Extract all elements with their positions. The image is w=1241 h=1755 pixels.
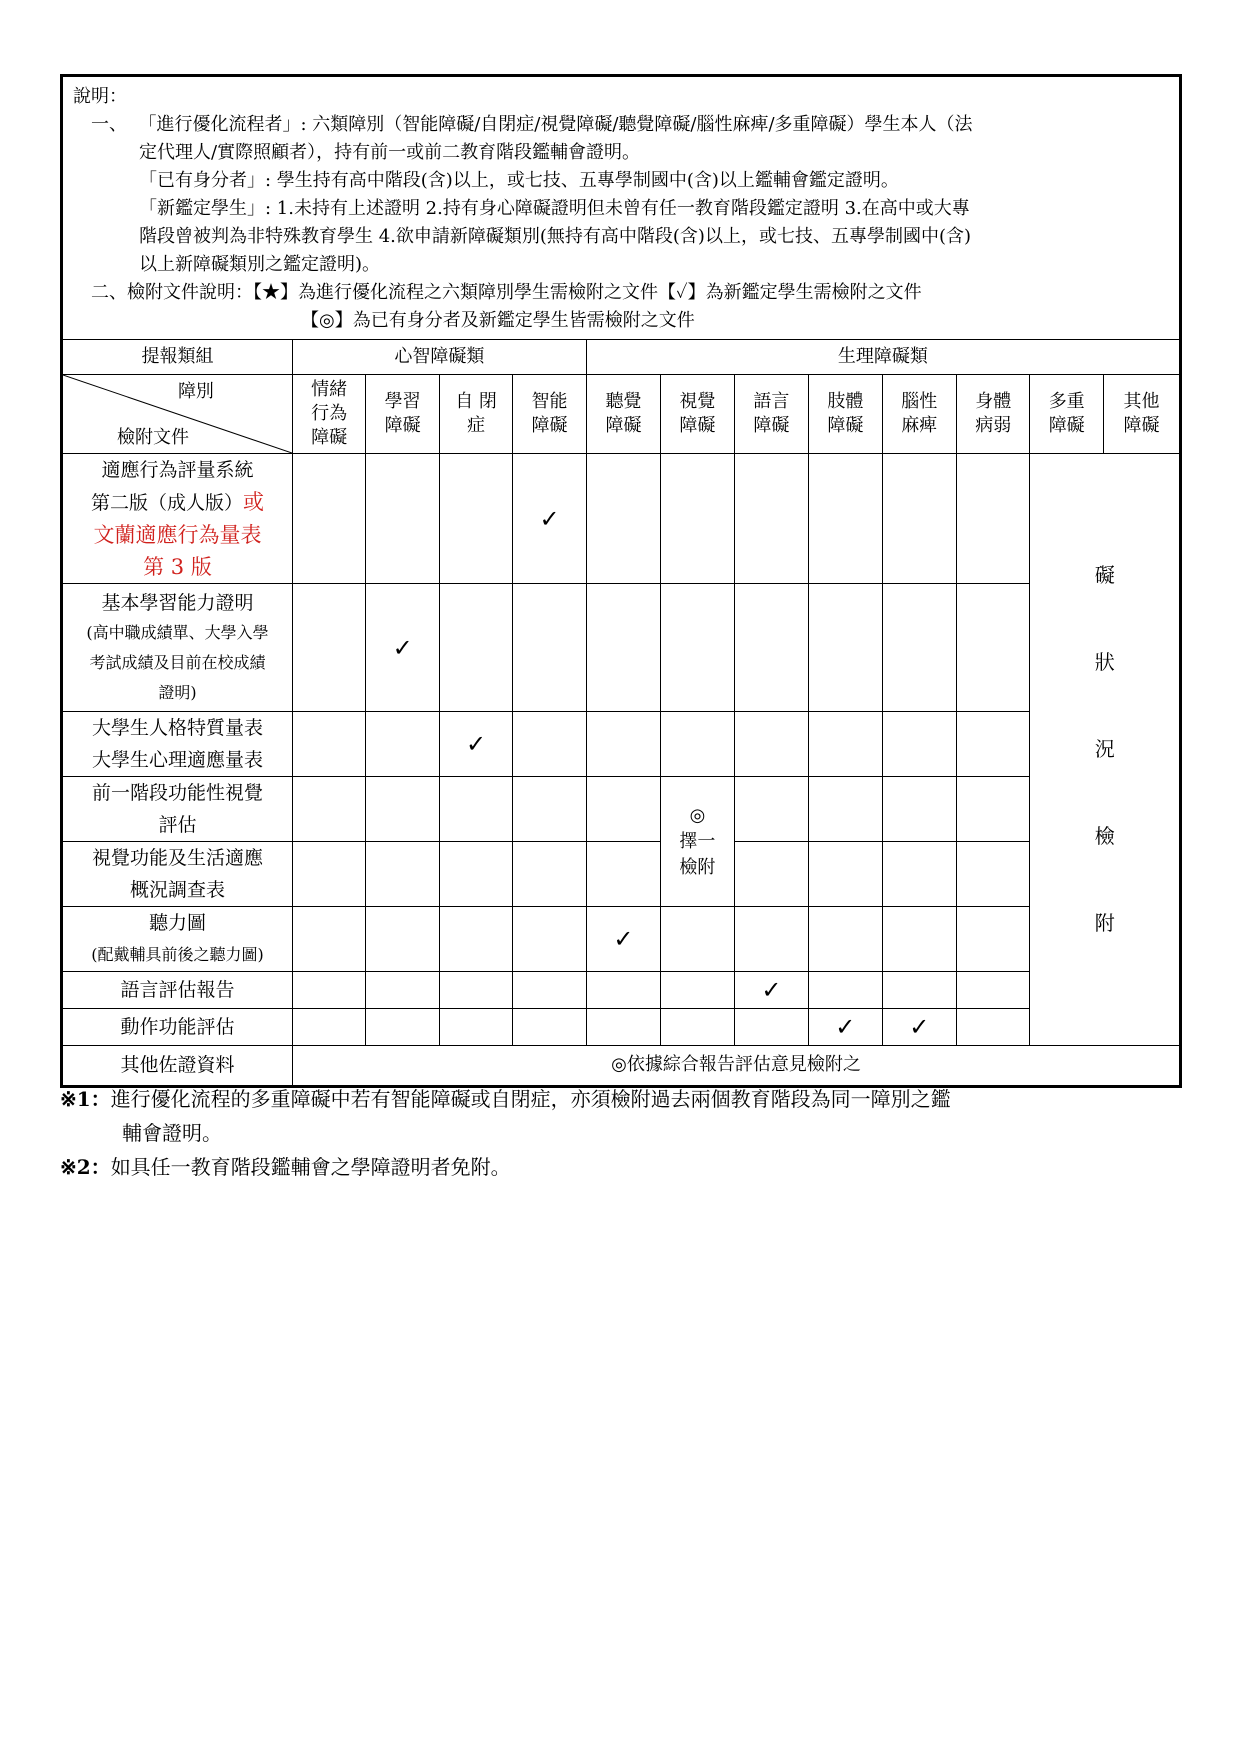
group-header-cell: 提報類組	[63, 340, 292, 375]
check-mark: ✓	[734, 972, 808, 1009]
table-row	[63, 777, 1179, 842]
disability-multiple: 多重 障礙	[1030, 375, 1103, 454]
disability-cerebral-palsy: 腦性 麻痺	[882, 375, 956, 454]
diag-bottom-label: 檢附文件	[117, 427, 189, 448]
visual-choice-cell: ◎ 擇一 檢附	[661, 777, 734, 907]
requirements-frame	[60, 74, 1182, 1088]
disability-autism: 自 閉 症	[439, 375, 512, 454]
doc-visual-survey: 視覺功能及生活適應 概況調查表	[63, 842, 292, 907]
check-mark: ✓	[366, 584, 439, 712]
notes-heading: 說明：	[73, 86, 127, 107]
doc-motor-function: 動作功能評估	[63, 1009, 292, 1046]
doc-adaptive-behavior: 適應行為評量系統 第二版（成人版）或 文蘭適應行為量表 第 3 版	[63, 454, 292, 584]
disability-physical: 肢體 障礙	[809, 375, 882, 454]
note-item1-line1: 一、 「進行優化流程者」: 六類障別（智能障礙/自閉症/視覺障礙/聽覺障礙/腦性麻痺/多重障礙）學生本人（法	[91, 114, 973, 135]
doc-language-assessment: 語言評估報告	[63, 972, 292, 1009]
disability-intellectual: 智能 障礙	[513, 375, 586, 454]
table-row	[63, 1009, 1179, 1046]
table-row	[63, 907, 1179, 972]
disability-emotional: 情緒 行為 障礙	[292, 375, 365, 454]
note-item1-line6: 以上新障礙類別之鑑定證明)。	[139, 254, 381, 275]
footnote-1: ※1：進行優化流程的多重障礙中若有智能障礙或自閉症，亦須檢附過去兩個教育階段為同一障別之鑑	[60, 1087, 951, 1111]
note-item2-line2: 【◎】為已有身分者及新鑑定學生皆需檢附之文件	[301, 310, 695, 331]
doc-personality-scales: 大學生人格特質量表 大學生心理適應量表	[63, 712, 292, 777]
note-item1-line5: 階段曾被判為非特殊教育學生 4.欲申請新障礙類別(無持有高中階段(含)以上，或七技、五專學制國中(含)	[139, 226, 972, 247]
disability-language: 語言 障礙	[734, 375, 808, 454]
multiple-other-note: 礙 狀 況 檢 附	[1030, 454, 1179, 1046]
footnote-1-continued: 輔會證明。	[122, 1121, 222, 1145]
note-item1-line3: 「已有身分者」: 學生持有高中階段(含)以上，或七技、五專學制國中(含)以上鑑輔會鑑定證明。	[139, 170, 899, 191]
table-row	[63, 1046, 1179, 1085]
other-docs-note: ◎依據綜合報告評估意見檢附之	[292, 1046, 1179, 1085]
group-physical-header: 生理障礙類	[586, 340, 1179, 375]
disability-other: 其他 障礙	[1103, 375, 1179, 454]
check-mark: ✓	[809, 1009, 882, 1046]
table-row	[63, 842, 1179, 907]
check-mark: ✓	[513, 454, 586, 584]
note-item1-line4: 「新鑑定學生」: 1.未持有上述證明 2.持有身心障礙證明但未曾有任一教育階段鑑定證明 3.在高中或大專	[139, 198, 970, 219]
doc-other-supporting: 其他佐證資料	[63, 1046, 292, 1085]
disability-visual: 視覺 障礙	[661, 375, 734, 454]
footnotes	[60, 1082, 1182, 1184]
table-row	[63, 712, 1179, 777]
instructions-section	[63, 77, 1179, 340]
document-requirements-table	[63, 340, 1179, 1085]
check-mark: ✓	[439, 712, 512, 777]
diag-top-label: 障別	[177, 381, 214, 402]
table-row	[63, 454, 1179, 584]
disability-hearing: 聽覺 障礙	[586, 375, 660, 454]
doc-learning-ability: 基本學習能力證明 (高中職成績單、大學入學 考試成績及目前在校成績 證明)	[63, 584, 292, 712]
check-mark: ✓	[882, 1009, 956, 1046]
table-row	[63, 972, 1179, 1009]
footnote-2: ※2：如具任一教育階段鑑輔會之學障證明者免附。	[60, 1155, 511, 1179]
note-item1-line2: 定代理人/實際照顧者），持有前一或前二教育階段鑑輔會證明。	[139, 142, 641, 163]
table-row	[63, 584, 1179, 712]
doc-functional-vision: 前一階段功能性視覺 評估	[63, 777, 292, 842]
diagonal-header-cell	[63, 375, 292, 454]
disability-health: 身體 病弱	[957, 375, 1030, 454]
disability-learning: 學習 障礙	[366, 375, 439, 454]
note-item2-line1: 二、檢附文件說明：【★】為進行優化流程之六類障別學生需檢附之文件【✓】為新鑑定學生需檢附之文件	[91, 282, 922, 303]
check-mark: ✓	[586, 907, 660, 972]
doc-audiogram: 聽力圖 (配戴輔具前後之聽力圖)	[63, 907, 292, 972]
group-mental-header: 心智障礙類	[292, 340, 586, 375]
